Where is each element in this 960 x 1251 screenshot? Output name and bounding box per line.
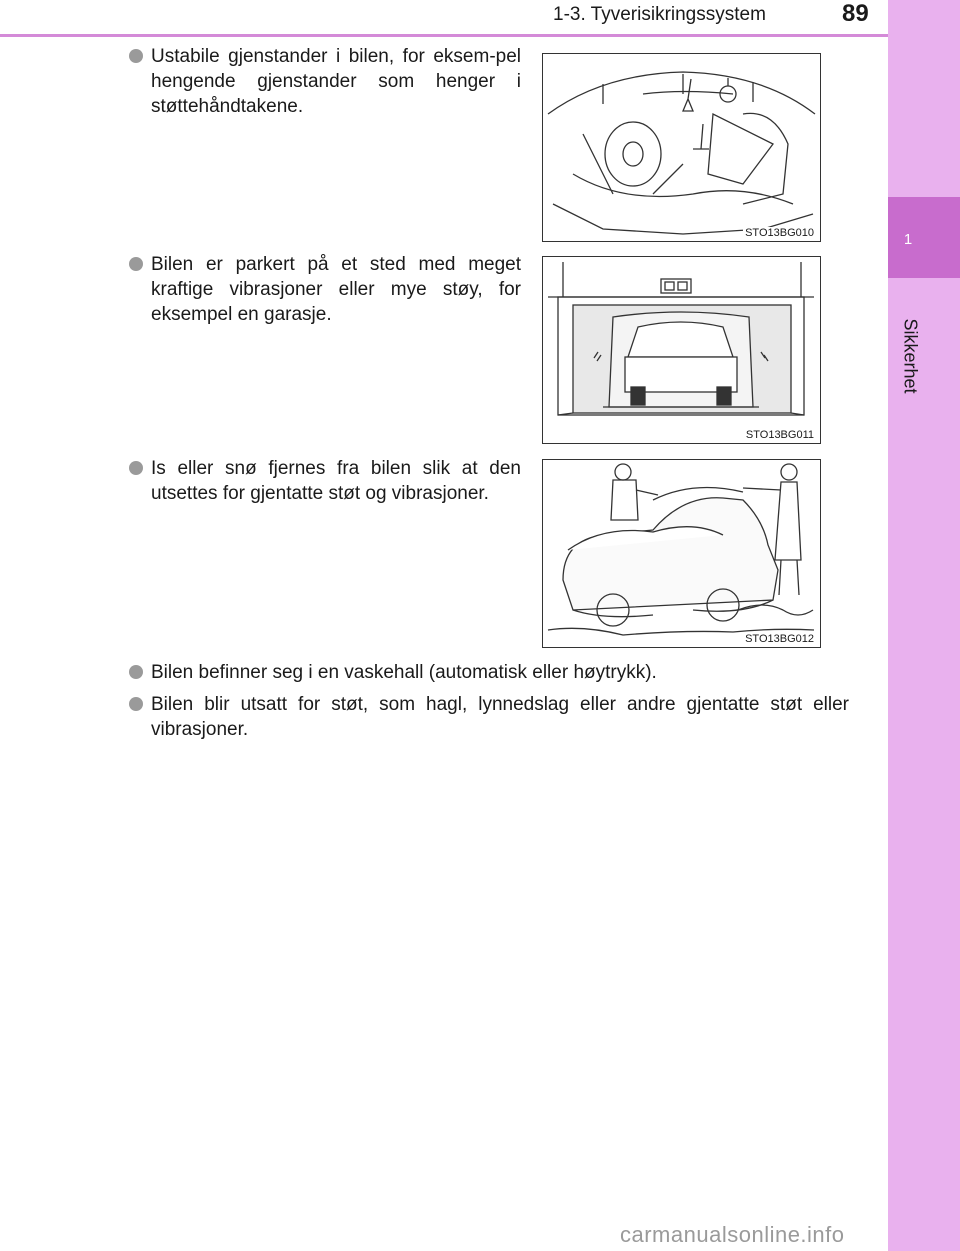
snow-removal-illustration-icon bbox=[543, 460, 819, 646]
list-item-text: Bilen blir utsatt for støt, som hagl, lynnedslag eller andre gjentatte støt eller vibrasjoner. bbox=[151, 694, 849, 740]
list-item-text: Ustabile gjenstander i bilen, for eksem-pel hengende gjenstander som henger i støttehåndtakene. bbox=[151, 46, 521, 117]
list-item bbox=[129, 692, 849, 742]
list-item-text: Bilen befinner seg i en vaskehall (automatisk eller høytrykk). bbox=[151, 662, 657, 683]
bullet-dot-icon bbox=[129, 697, 143, 711]
figure-car-interior bbox=[542, 53, 821, 242]
car-wash-garage-illustration-icon bbox=[543, 257, 819, 442]
figure-code: STO13BG012 bbox=[745, 633, 814, 645]
chapter-label: Sikkerhet bbox=[900, 318, 921, 394]
figure-car-wash bbox=[542, 256, 821, 444]
bullet-dot-icon bbox=[129, 49, 143, 63]
list-item-text: Bilen er parkert på et sted med meget kraftige vibrasjoner eller mye støy, for eksempel en garasje. bbox=[151, 254, 521, 325]
car-interior-hanging-objects-illustration-icon bbox=[543, 54, 819, 240]
figure-code: STO13BG010 bbox=[745, 227, 814, 239]
bullet-dot-icon bbox=[129, 461, 143, 475]
section-title: 1-3. Tyverisikringssystem bbox=[553, 4, 766, 25]
list-item-text: Is eller snø fjernes fra bilen slik at den utsettes for gjentatte støt og vibrasjoner. bbox=[151, 458, 521, 504]
list-item bbox=[129, 660, 849, 685]
watermark: carmanualsonline.info bbox=[620, 1222, 845, 1247]
chapter-side-tab bbox=[888, 0, 960, 1251]
list-item bbox=[129, 252, 521, 327]
page-number: 89 bbox=[842, 0, 869, 27]
list-item bbox=[129, 456, 521, 506]
figure-code: STO13BG011 bbox=[745, 429, 814, 441]
bullet-dot-icon bbox=[129, 665, 143, 679]
figure-snow-removal bbox=[542, 459, 821, 648]
bullet-dot-icon bbox=[129, 257, 143, 271]
header-divider bbox=[0, 34, 888, 37]
chapter-number: 1 bbox=[903, 231, 913, 248]
list-item bbox=[129, 44, 521, 119]
